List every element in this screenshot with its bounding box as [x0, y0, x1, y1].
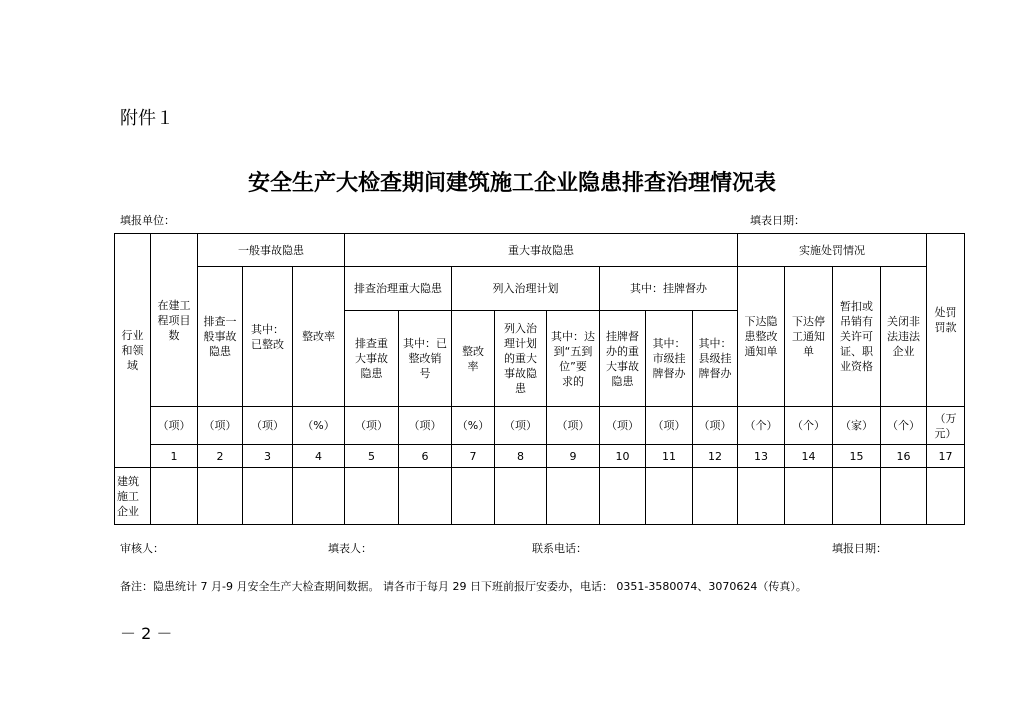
- header-col-10: [600, 311, 646, 407]
- text-line: 法违法: [887, 330, 921, 343]
- text-line: 大事故: [606, 359, 640, 373]
- reviewer-label: 审核人：: [120, 542, 164, 555]
- text-line: 事故隐: [504, 367, 538, 380]
- text-line: 位”要: [559, 359, 587, 373]
- text-line: 行业: [121, 329, 144, 342]
- report-table: [114, 233, 965, 525]
- column-number: 6: [399, 445, 452, 468]
- data-cell[interactable]: [927, 468, 965, 525]
- unit-cell: （项）: [547, 407, 600, 445]
- remark-note: 备注：隐患统计 7 月-9 月安全生产大检查期间数据。 请各市于每月 29 日下班前报厅安委办，电话： 0351-3580074、3070624（传真）。: [120, 580, 807, 593]
- data-cell[interactable]: [785, 468, 833, 525]
- column-number-row: [115, 445, 965, 468]
- header-col-15: [833, 267, 881, 407]
- text-line: 患: [515, 382, 527, 395]
- text-line: 吊销有: [840, 315, 874, 328]
- unit-cell: （项）: [399, 407, 452, 445]
- header-col-9: [547, 311, 600, 407]
- text-line: 关许可: [840, 330, 874, 343]
- text-line: 数: [168, 328, 180, 342]
- header-fine: [927, 234, 965, 407]
- data-cell[interactable]: [693, 468, 738, 525]
- filler-label: 填表人：: [328, 542, 372, 555]
- header-col-6: [399, 311, 452, 407]
- header-major-check: 排查治理重大隐患: [345, 267, 452, 311]
- header-col-16: [881, 267, 927, 407]
- header-punishment: 实施处罚情况: [738, 234, 927, 267]
- text-line: 整改销: [408, 352, 442, 365]
- units-row: [115, 407, 965, 445]
- text-line: 隐患: [209, 345, 231, 358]
- header-col-2: [198, 267, 243, 407]
- header-col-8: [495, 311, 547, 407]
- text-line: 下达隐: [744, 315, 778, 328]
- text-line: 般事故: [203, 330, 237, 343]
- column-number: 16: [881, 445, 927, 468]
- text-line: 已整改: [251, 337, 284, 351]
- unit-cell: （项）: [600, 407, 646, 445]
- text-line: 办的重: [606, 344, 640, 358]
- column-number: 15: [833, 445, 881, 468]
- text-line: 业资格: [840, 360, 874, 373]
- unit-cell: （项）: [198, 407, 243, 445]
- header-col-12: [693, 311, 738, 407]
- column-number: 4: [293, 445, 345, 468]
- text-line: 大事故: [355, 352, 389, 365]
- text-line: 元）: [934, 426, 957, 440]
- phone-label: 联系电话：: [532, 542, 587, 555]
- text-line: 施工: [117, 489, 139, 503]
- data-cell[interactable]: [243, 468, 293, 525]
- column-number: 10: [600, 445, 646, 468]
- data-cell[interactable]: [399, 468, 452, 525]
- attachment-label: 附件１: [120, 108, 174, 129]
- text-line: 理计划: [504, 337, 538, 350]
- unit-cell: （项）: [495, 407, 547, 445]
- text-line: 建筑: [117, 474, 139, 488]
- text-line: （万: [934, 411, 957, 425]
- page-number: － 2 －: [120, 624, 173, 643]
- column-number: 3: [243, 445, 293, 468]
- header-col-11: [646, 311, 693, 407]
- unit-cell: （项）: [151, 407, 198, 445]
- unit-cell: （家）: [833, 407, 881, 445]
- header-general-hazards: 一般事故隐患: [198, 234, 345, 267]
- data-cell[interactable]: [881, 468, 927, 525]
- text-line: 程项目: [157, 313, 191, 327]
- text-line: 排查一: [203, 315, 237, 328]
- text-line: 处罚: [934, 306, 957, 319]
- text-line: 到“五到: [553, 344, 593, 358]
- header-col-7: [452, 311, 495, 407]
- text-line: 证、职: [840, 345, 874, 358]
- text-line: 的重大: [504, 352, 538, 365]
- header-col-13: [738, 267, 785, 407]
- unit-cell: （项）: [243, 407, 293, 445]
- column-number: 14: [785, 445, 833, 468]
- column-number: 1: [151, 445, 198, 468]
- unit-cell: [927, 407, 965, 445]
- fill-unit-label: 填报单位：: [120, 214, 175, 227]
- column-number: 9: [547, 445, 600, 468]
- report-date-label: 填报日期：: [832, 542, 887, 555]
- data-cell[interactable]: [293, 468, 345, 525]
- data-cell[interactable]: [738, 468, 785, 525]
- text-line: 关闭非: [887, 315, 921, 328]
- text-line: 其中：达: [551, 329, 596, 343]
- text-line: 牌督办: [698, 367, 732, 380]
- text-line: 单: [803, 345, 815, 358]
- column-number: 12: [693, 445, 738, 468]
- column-number: 7: [452, 445, 495, 468]
- row-label-construction: [115, 468, 151, 525]
- text-line: 通知单: [744, 345, 778, 358]
- text-line: 其中：: [698, 337, 732, 350]
- text-line: 暂扣或: [840, 300, 874, 313]
- column-number: 13: [738, 445, 785, 468]
- text-line: 其中：已: [403, 337, 448, 350]
- text-line: 下达停: [792, 315, 826, 328]
- text-line: 整改: [462, 344, 485, 358]
- data-cell[interactable]: [345, 468, 399, 525]
- text-line: 排查重: [355, 337, 389, 350]
- data-cell[interactable]: [495, 468, 547, 525]
- header-major-hazards: 重大事故隐患: [345, 234, 738, 267]
- table-row: [115, 468, 965, 525]
- column-number: 17: [927, 445, 965, 468]
- unit-cell: （项）: [646, 407, 693, 445]
- data-cell[interactable]: [646, 468, 693, 525]
- unit-cell: （个）: [881, 407, 927, 445]
- column-number: 8: [495, 445, 547, 468]
- text-line: 在建工: [157, 298, 191, 312]
- header-col-3: [243, 267, 293, 407]
- data-cell[interactable]: [151, 468, 198, 525]
- column-number: 11: [646, 445, 693, 468]
- unit-cell: （项）: [693, 407, 738, 445]
- header-major-plan: 列入治理计划: [452, 267, 600, 311]
- text-line: 隐患: [360, 367, 383, 380]
- unit-cell: （%）: [452, 407, 495, 445]
- data-cell[interactable]: [198, 468, 243, 525]
- text-line: 其中：: [251, 322, 284, 336]
- text-line: 牌督办: [652, 367, 686, 380]
- text-line: 求的: [562, 374, 585, 388]
- column-number: 2: [198, 445, 243, 468]
- text-line: 其中：: [652, 337, 686, 350]
- unit-cell: （%）: [293, 407, 345, 445]
- header-major-listed: 其中：挂牌督办: [600, 267, 738, 311]
- data-cell[interactable]: [600, 468, 646, 525]
- text-line: 率: [467, 359, 479, 373]
- text-line: 罚款: [934, 321, 957, 334]
- column-number: 5: [345, 445, 399, 468]
- text-line: 县级挂: [698, 352, 732, 365]
- header-col-14: [785, 267, 833, 407]
- text-line: 域: [127, 359, 138, 372]
- text-line: 隐患: [611, 374, 634, 388]
- text-line: 和领: [121, 344, 144, 357]
- data-cell[interactable]: [452, 468, 495, 525]
- text-line: 工通知: [792, 330, 826, 343]
- text-line: 列入治: [504, 322, 538, 335]
- text-line: 挂牌督: [606, 329, 640, 343]
- fill-date-label: 填表日期：: [750, 214, 805, 227]
- text-line: 号: [419, 367, 431, 380]
- text-line: 企业: [892, 345, 915, 358]
- data-cell[interactable]: [547, 468, 600, 525]
- data-cell[interactable]: [833, 468, 881, 525]
- text-line: 患整改: [744, 330, 778, 343]
- text-line: 企业: [117, 504, 139, 518]
- header-industry: [115, 234, 151, 468]
- text-line: 整改率: [302, 330, 336, 343]
- page-title: 安全生产大检查期间建筑施工企业隐患排查治理情况表: [247, 170, 776, 196]
- header-col-4: [293, 267, 345, 407]
- header-col-5: [345, 311, 399, 407]
- unit-cell: （个）: [785, 407, 833, 445]
- header-projects: [151, 234, 198, 407]
- unit-cell: （个）: [738, 407, 785, 445]
- text-line: 市级挂: [652, 352, 686, 365]
- unit-cell: （项）: [345, 407, 399, 445]
